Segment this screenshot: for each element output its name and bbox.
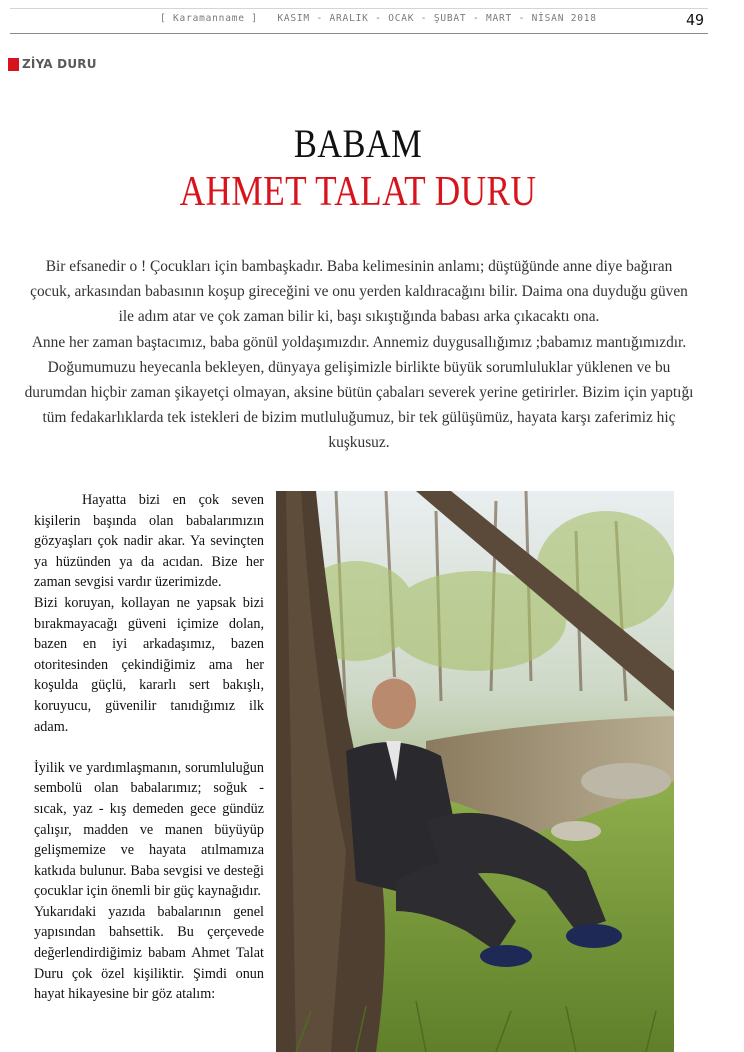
body-paragraph: Yukarıdaki yazıda babalarının genel yapısından bahsettik. Bu çerçevede değerlendirdiğimiz babam Ahmet Talat Duru çok özel kişiliktir. Şimdi onun hayat hikayesine bir göz atalım: [34,903,264,1003]
header-meta [160,13,597,24]
issue-months: KASIM - ARALIK - OCAK - ŞUBAT - MART - NİSAN 2018 [277,13,597,24]
article-title: BABAM [293,121,423,166]
magazine-name: [ Karamanname ] [160,13,258,24]
intro-paragraph: Bir efsanedir o ! Çocukları için bambaşkadır. Baba kelimesinin anlamı; düştüğünde anne diye bağıran çocuk, arkasından babasının koşup gireceğini ve onu yerden kaldıracağını bilir. Daima ona duyduğu güven ile adım atar ve çok zaman bilir ki, başı sıkıştığında babası arka çıkacaktı ona. [30,258,688,326]
intro-paragraph: Anne her zaman baştacımız, baba gönül yoldaşımızdır. Annemiz duygusallığımız ;babamız mantığımızdır. Doğumumuzu heyecanla bekleyen, dünyaya gelişimizle birlikte büyük sorumluluklar yüklenen ve bu durumdan hiçbir zaman şikayetçi olmayan, aksine bütün çabaları severek yerine getirirler. Bizim için yaptığı tüm fedakarlıklarda tek istekleri de bizim mutluluğumuz, bir tek gülüşümüz, hayata karşı zaferimiz hiç kuşkusuz. [24,333,694,452]
page-number: 49 [685,11,704,29]
intro-block [24,254,694,456]
paragraph-gap [34,737,264,758]
red-square-icon [8,58,19,71]
body-column [34,490,264,1005]
page-header [10,8,708,34]
author-tag [8,56,97,72]
body-paragraph: İyilik ve yardımlaşmanın, sorumluluğun sembolü olan babalarımız; soğuk - sıcak, yaz - kış demeden gece gündüz çalışır, madden ve manen büyüyüp gelişmemize ve hayata atılmamıza katkıda bulunur. Baba sevgisi ve desteği çocuklar için önemli bir güç kaynağıdır. [34,759,264,900]
article-subtitle: AHMET TALAT DURU [179,169,537,215]
body-paragraph: Hayatta bizi en çok seven kişilerin başında olan babalarımızın gözyaşları çok nadir akar. Ya sevinçten ya hüzünden ya da acıdan. Bize her zaman sevgisi vardır üzerimizde. [34,492,264,591]
father-photo [276,491,674,1052]
body-paragraph: Bizi koruyan, kollayan ne yapsak bizi bırakmayacağı güveni içimize dolan, bazen en iyi arkadaşımız, bazen otoritesinden çekindiğimiz ama her koşulda güçlü, kararlı sert bakışlı, koruyucu, güvenilir tanıdığımız ilk adam. [34,594,264,735]
author-name: ZİYA DURU [22,57,97,71]
